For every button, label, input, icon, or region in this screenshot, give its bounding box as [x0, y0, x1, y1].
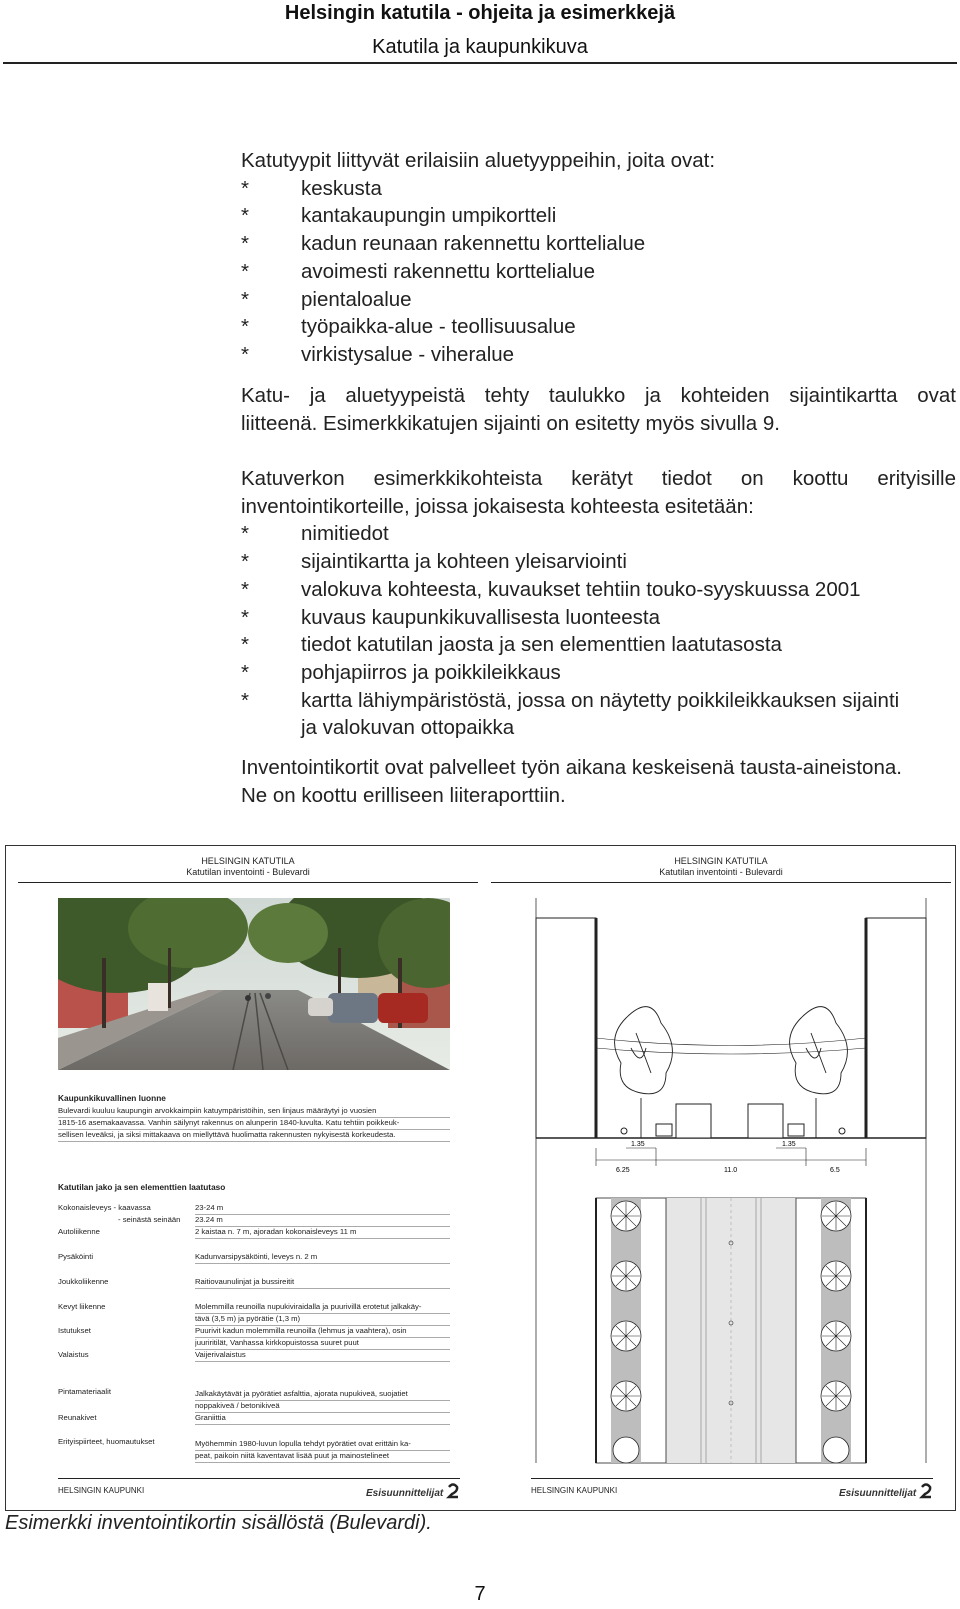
- row-value: juuriritilät, Vanhassa kirkkopuistossa suuret puut: [195, 1337, 450, 1350]
- row-value: 23-24 m: [195, 1202, 450, 1215]
- row-value: Molemmilla reunoilla nupukiviraidalla ja puurivillä erotetut jalkakäy-: [195, 1301, 450, 1314]
- list-item: * virkistysalue - viheralue: [241, 341, 956, 369]
- list-item: * keskusta: [241, 175, 956, 203]
- intro-lead: Katutyypit liittyvät erilaisiin aluetyyppeihin, joita ovat:: [241, 149, 716, 172]
- list-item: * pientaloalue: [241, 286, 956, 314]
- row-value: 23.24 m: [195, 1214, 450, 1227]
- paragraph-line: inventointikorteille, joissa jokaisesta kohteesta esitetään:: [241, 494, 754, 518]
- tree-icon: [615, 1007, 673, 1138]
- list-item: * avoimesti rakennettu korttelialue: [241, 258, 956, 286]
- card-header-divider: [491, 882, 951, 883]
- paragraph-line: liitteenä. Esimerkkikatujen sijainti on esitetty myös sivulla 9.: [241, 411, 780, 435]
- row-value: tävä (3,5 m) ja pyörätie (1,3 m): [195, 1313, 450, 1326]
- list-item: * pohjapiirros ja poikkileikkaus: [241, 659, 956, 687]
- card-header-divider: [18, 882, 478, 883]
- row-value: Vaijerivalaistus: [195, 1349, 450, 1362]
- paragraph-line: Ne on koottu erilliseen liiteraporttiin.: [241, 783, 566, 807]
- row-label: Valaistus: [58, 1350, 89, 1359]
- list-item: * kuvaus kaupunkikuvallisesta luonteesta: [241, 604, 956, 632]
- list-item: * tiedot katutilan jaosta ja sen elementtien laatutasosta: [241, 631, 956, 659]
- paragraph-appendix: [241, 382, 956, 437]
- card-footer-publisher: HELSINGIN KAUPUNKI: [531, 1486, 618, 1495]
- dimension-label: 11.0: [724, 1167, 738, 1174]
- inventory-card-left: [18, 856, 478, 1501]
- card-header: [18, 856, 478, 878]
- area-type-list: [241, 175, 956, 369]
- row-value: Myöhemmin 1980-luvun lopulla tehdyt pyörätiet ovat erittäin ka-: [195, 1438, 450, 1451]
- card-footer-divider: [58, 1478, 460, 1479]
- card-header-title: HELSINGIN KATUTILA: [201, 856, 295, 866]
- row-label: Istutukset: [58, 1326, 91, 1335]
- row-label: Kevyt liikenne: [58, 1302, 106, 1311]
- row-label: Erityispiirteet, huomautukset: [58, 1437, 155, 1446]
- intro-block: [241, 147, 956, 369]
- row-value: Graniittia: [195, 1412, 450, 1425]
- list-item: * työpaikka-alue - teollisuusalue: [241, 313, 956, 341]
- page-header: [0, 0, 960, 64]
- list-item: [241, 687, 956, 742]
- row-label: Reunakivet: [58, 1413, 97, 1422]
- row-label: Kokonaisleveys - kaavassa: [58, 1203, 151, 1212]
- row-label: Joukkoliikenne: [58, 1277, 109, 1286]
- list-item-line: kartta lähiympäristöstä, jossa on näytetty poikkileikkauksen sijainti: [301, 688, 900, 712]
- dimension-label: 6.25: [616, 1167, 630, 1174]
- dimension-label: 1.35: [631, 1141, 645, 1148]
- card-header: [491, 856, 951, 878]
- card-contents-list: [241, 520, 956, 742]
- row-label: Pintamateriaalit: [58, 1387, 111, 1396]
- description-line: 1815-16 asemakaavassa. Vanhin säilynyt rakennus on alunperin 1840-luvulta. Katu tehtiin poikkeuk-: [58, 1117, 450, 1130]
- dimension-label: 6.5: [830, 1167, 840, 1174]
- list-item: * kantakaupungin umpikortteli: [241, 202, 956, 230]
- document-title: Helsingin katutila - ohjeita ja esimerkkejä: [284, 2, 676, 24]
- inventory-card-figure: [5, 845, 956, 1511]
- row-value: Raitiovaunulinjat ja bussireitit: [195, 1276, 450, 1289]
- paragraph-inventory-cards: [241, 465, 956, 742]
- figure-caption: Esimerkki inventointikortin sisällöstä (Bulevardi).: [5, 1512, 432, 1534]
- card-header-title: HELSINGIN KATUTILA: [674, 856, 768, 866]
- header-divider: [3, 62, 957, 64]
- list-item: * valokuva kohteesta, kuvaukset tehtiin touko-syyskuussa 2001: [241, 576, 956, 604]
- section-title: Katutilan jako ja sen elementtien laatutaso: [58, 1182, 226, 1192]
- row-label: Autoliikenne: [58, 1227, 100, 1236]
- street-photo: [58, 898, 450, 1070]
- document-subtitle: Katutila ja kaupunkikuva: [372, 36, 588, 58]
- row-value: Kadunvarsipysäköinti, leveys n. 2 m: [195, 1251, 450, 1264]
- esisuunnittelijat-logo: Esisuunnittelijat: [839, 1483, 933, 1499]
- description-line: sellisen leveäksi, ja siksi mittakaava on miellyttävä huolimatta rakennusten nykyisestä korkeudesta.: [58, 1129, 450, 1142]
- paragraph-line: Katuverkon esimerkkikohteista kerätyt tiedot on koottu erityisille: [241, 467, 956, 490]
- row-value: Jalkakäytävät ja pyörätiet asfalttia, ajorata nupukiveä, suojatiet: [195, 1388, 450, 1401]
- card-footer-divider: [531, 1478, 933, 1479]
- row-value: noppakiveä / betonikiveä: [195, 1400, 450, 1413]
- row-label: Pysäköinti: [58, 1252, 94, 1261]
- list-item: * nimitiedot: [241, 520, 956, 548]
- inventory-card-right: [491, 856, 951, 1501]
- description-line: Bulevardi kuuluu kaupungin arvokkaimpiin katuympäristöihin, sen linjaus määräytyi jo vuosien: [58, 1105, 450, 1118]
- row-label: - seinästä seinään: [118, 1215, 181, 1224]
- paragraph-line: Inventointikortit ovat palvelleet työn aikana keskeisenä tausta-aineistona.: [241, 756, 902, 779]
- list-item: * kadun reunaan rakennettu korttelialue: [241, 230, 956, 258]
- paragraph-background: [241, 754, 956, 809]
- card-header-subtitle: Katutilan inventointi - Bulevardi: [186, 867, 310, 877]
- section-title: Kaupunkikuvallinen luonne: [58, 1093, 166, 1103]
- tree-icon: [790, 1007, 848, 1138]
- page-number: 7: [474, 1583, 486, 1605]
- card-header-subtitle: Katutilan inventointi - Bulevardi: [659, 867, 783, 877]
- row-value: Puurivit kadun molemmilla reunoilla (lehmus ja vaahtera), osin: [195, 1325, 450, 1338]
- dimension-label: 1.35: [782, 1141, 796, 1148]
- card-footer-publisher: HELSINGIN KAUPUNKI: [58, 1486, 145, 1495]
- street-cross-section-and-plan: [526, 898, 936, 1468]
- row-value: 2 kaistaa n. 7 m, ajoradan kokonaisleveys 11 m: [195, 1226, 450, 1239]
- paragraph-line: Katu- ja aluetyypeistä tehty taulukko ja kohteiden sijaintikartta ovat: [241, 384, 956, 407]
- list-item: * sijaintikartta ja kohteen yleisarviointi: [241, 548, 956, 576]
- list-item-line: ja valokuvan ottopaikka: [301, 716, 515, 740]
- row-value: peat, paikoin niitä kaventavat lisää puut ja mainostelineet: [195, 1450, 450, 1463]
- esisuunnittelijat-logo: Esisuunnittelijat: [366, 1483, 460, 1499]
